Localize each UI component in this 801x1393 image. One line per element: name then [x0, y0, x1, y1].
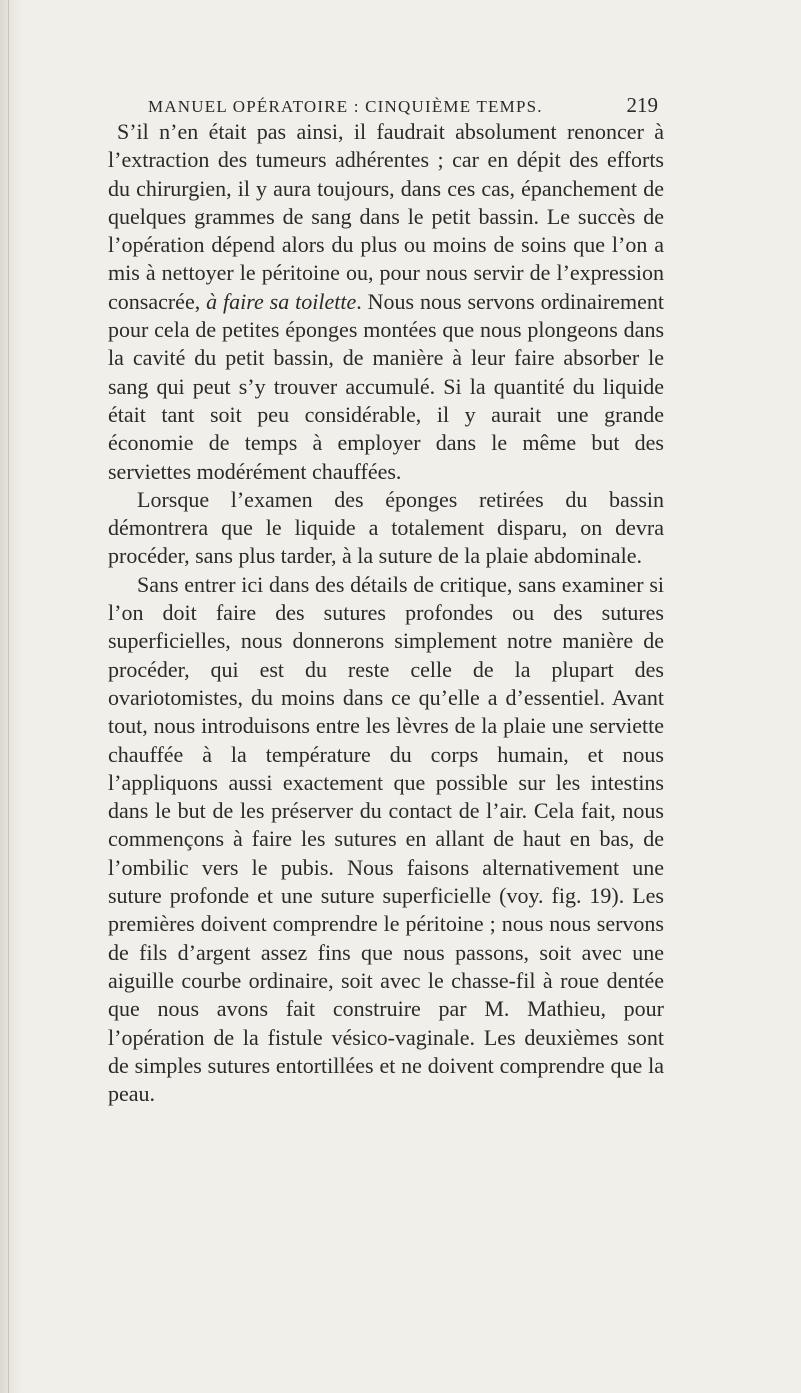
paragraph-1-emphasis: à faire sa toilette	[206, 288, 357, 314]
body-text	[108, 118, 664, 1108]
page-number: 219	[626, 93, 658, 117]
page-gutter	[0, 0, 22, 1393]
gutter-line	[8, 0, 9, 1393]
paragraph-1	[108, 118, 664, 486]
running-title: MANUEL OPÉRATOIRE : CINQUIÈME TEMPS.	[148, 97, 543, 116]
paragraph-2: Lorsque l’examen des éponges retirées du bassin démontrera que le liquide a totalement disparu, on devra procéder, sans plus tarder, à la suture de la plaie abdominale.	[108, 486, 664, 569]
paragraph-1-text-after: . Nous nous servons ordinairement pour cela de petites éponges montées que nous plongeons dans la cavité du petit bassin, de manière à leur faire absorber le sang qui peut s’y trouver accumulé. Si la quantité du liquide était tant soit peu considérable, il y aurait une grande économie de temps à employer dans le même but des serviettes modérément chauffées.	[108, 288, 665, 484]
paragraph-1-text-before: S’il n’en était pas ainsi, il faudrait absolument renoncer à l’extraction des tumeurs adhérentes ; car en dépit des efforts du chirurgien, il y aura toujours, dans ces cas, épanchement de quelques grammes de sang dans le petit bassin. Le succès de l’opération dépend alors du plus ou moins de soins que l’on a mis à nettoyer le péritoine ou, pour nous servir de l’expression consacrée,	[108, 119, 664, 314]
paragraph-3: Sans entrer ici dans des détails de critique, sans examiner si l’on doit faire des sutures profondes ou des sutures superficielles, nous donnerons simplement notre manière de procéder, qui est du reste celle de la plupart des ovariotomistes, du moins dans ce qu’elle a d’essentiel. Avant tout, nous introduisons entre les lèvres de la plaie une serviette chauffée à la température du corps humain, et nous l’appliquons aussi exactement que possible sur les intestins dans le but de les préserver du contact de l’air. Cela fait, nous commençons à faire les sutures en allant de haut en bas, de l’ombilic vers le pubis. Nous faisons alternativement une suture profonde et une suture superficielle (voy. fig. 19). Les premières doivent comprendre le péritoine ; nous nous servons de fils d’argent assez fins que nous passons, soit avec une aiguille courbe ordinaire, soit avec le chasse-fil à roue dentée que nous avons fait construire par M. Mathieu, pour l’opération de la fistule vésico-vaginale. Les deuxièmes sont de simples sutures entortillées et ne doivent comprendre que la peau.	[108, 571, 664, 1107]
running-header	[148, 93, 658, 118]
